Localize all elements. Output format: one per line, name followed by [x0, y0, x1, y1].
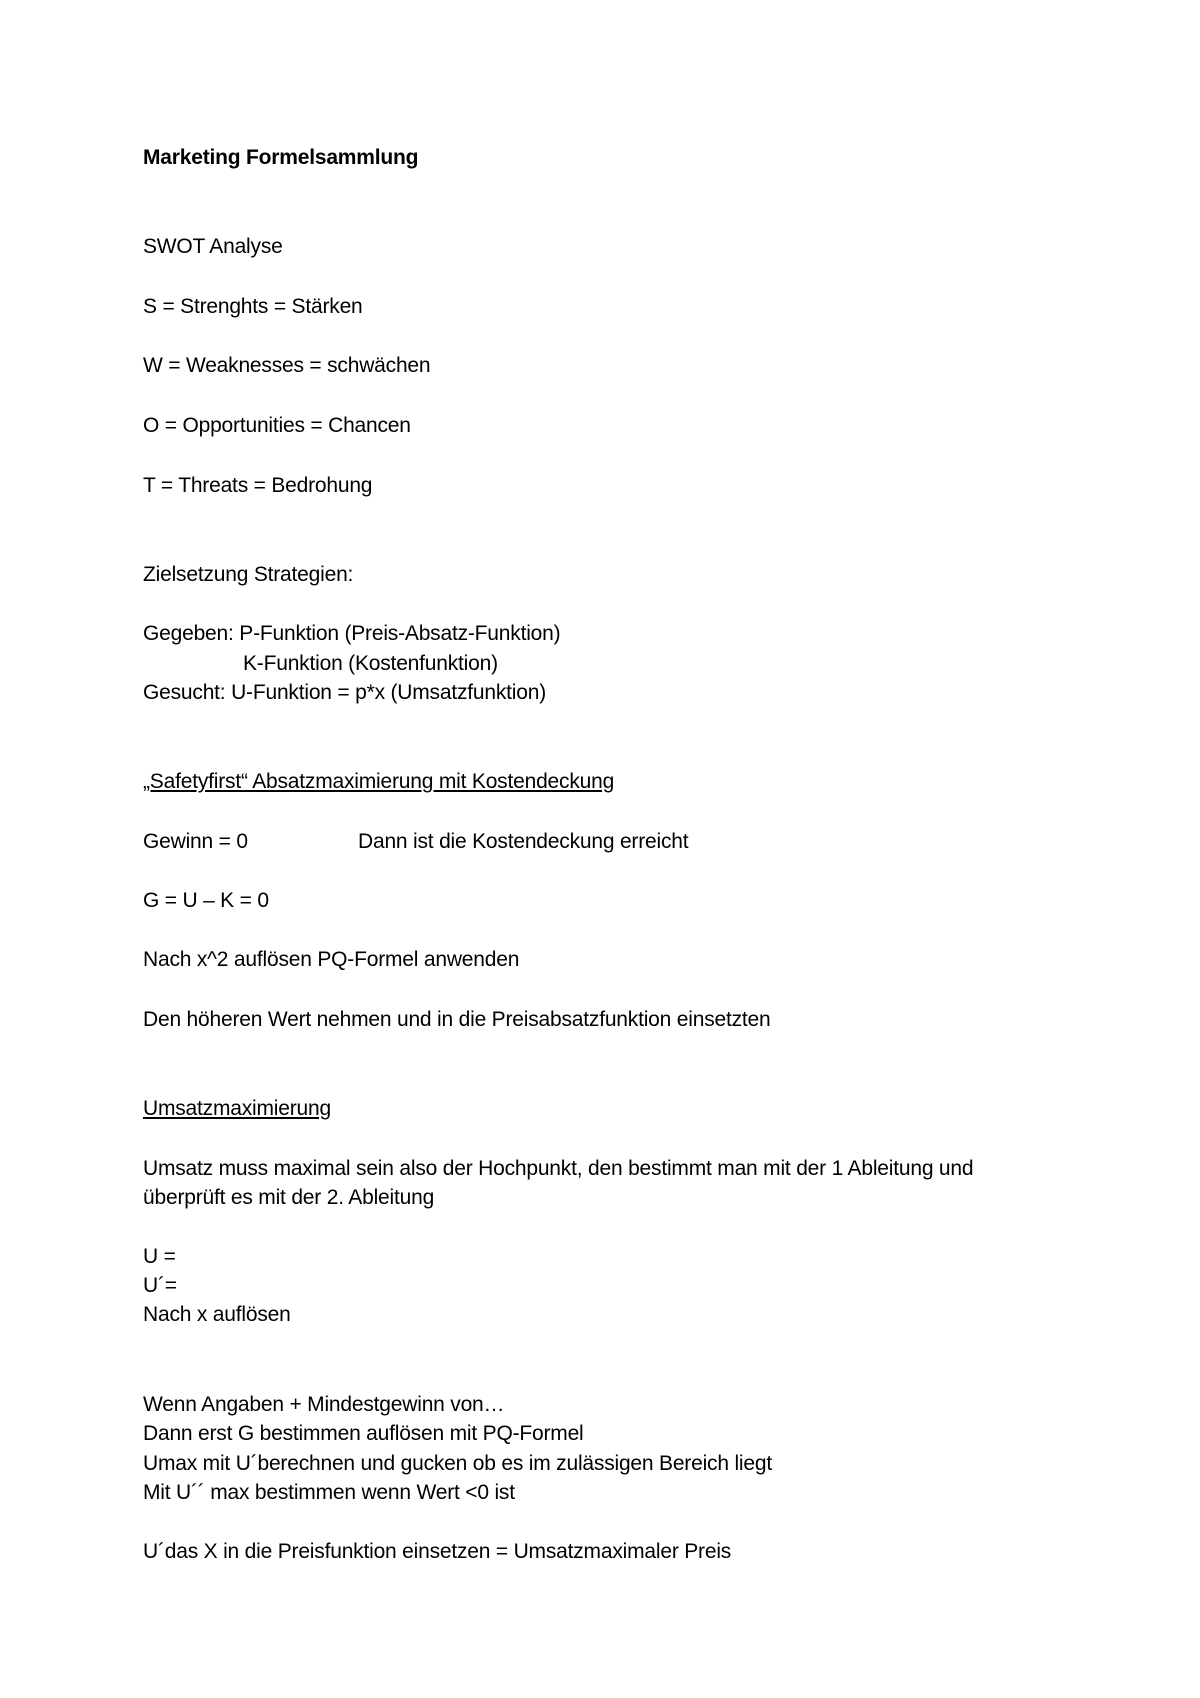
umsatz-para1-line2: überprüft es mit der 2. Ableitung: [143, 1186, 435, 1209]
safetyfirst-gewinn: Gewinn = 0: [143, 830, 248, 853]
umsatz-heading: Umsatzmaximierung: [143, 1097, 331, 1120]
safetyfirst-step1: Nach x^2 auflösen PQ-Formel anwenden: [143, 948, 520, 971]
umsatz-solve: Nach x auflösen: [143, 1303, 291, 1326]
zielsetzung-heading: Zielsetzung Strategien:: [143, 563, 354, 586]
safetyfirst-step2: Den höheren Wert nehmen und in die Preisabsatzfunktion einsetzten: [143, 1008, 771, 1031]
swot-weaknesses: W = Weaknesses = schwächen: [143, 354, 431, 377]
swot-threats: T = Threats = Bedrohung: [143, 474, 373, 497]
umsatz-u-prime: U´=: [143, 1274, 177, 1297]
umsatz-cond1: Wenn Angaben + Mindestgewinn von…: [143, 1393, 505, 1416]
safetyfirst-gewinn-note: Dann ist die Kostendeckung erreicht: [358, 830, 689, 853]
umsatz-cond3: Umax mit U´berechnen und gucken ob es im zulässigen Bereich liegt: [143, 1452, 772, 1475]
umsatz-cond4: Mit U´´ max bestimmen wenn Wert <0 ist: [143, 1481, 515, 1504]
swot-heading: SWOT Analyse: [143, 235, 283, 258]
safetyfirst-formula: G = U – K = 0: [143, 889, 269, 912]
document-title: Marketing Formelsammlung: [143, 146, 419, 169]
umsatz-u: U =: [143, 1245, 176, 1268]
umsatz-para1-line1: Umsatz muss maximal sein also der Hochpunkt, den bestimmt man mit der 1 Ableitung und: [143, 1157, 974, 1180]
swot-opportunities: O = Opportunities = Chancen: [143, 414, 411, 437]
zielsetzung-gesucht: Gesucht: U-Funktion = p*x (Umsatzfunktion): [143, 681, 547, 704]
zielsetzung-kfunktion: K-Funktion (Kostenfunktion): [243, 652, 498, 675]
safetyfirst-heading: „Safetyfirst“ Absatzmaximierung mit Kostendeckung: [143, 770, 615, 793]
umsatz-final: U´das X in die Preisfunktion einsetzen = Umsatzmaximaler Preis: [143, 1540, 732, 1563]
zielsetzung-gegeben: Gegeben: P-Funktion (Preis-Absatz-Funktion): [143, 622, 561, 645]
swot-strengths: S = Strenghts = Stärken: [143, 295, 363, 318]
umsatz-cond2: Dann erst G bestimmen auflösen mit PQ-Formel: [143, 1422, 584, 1445]
